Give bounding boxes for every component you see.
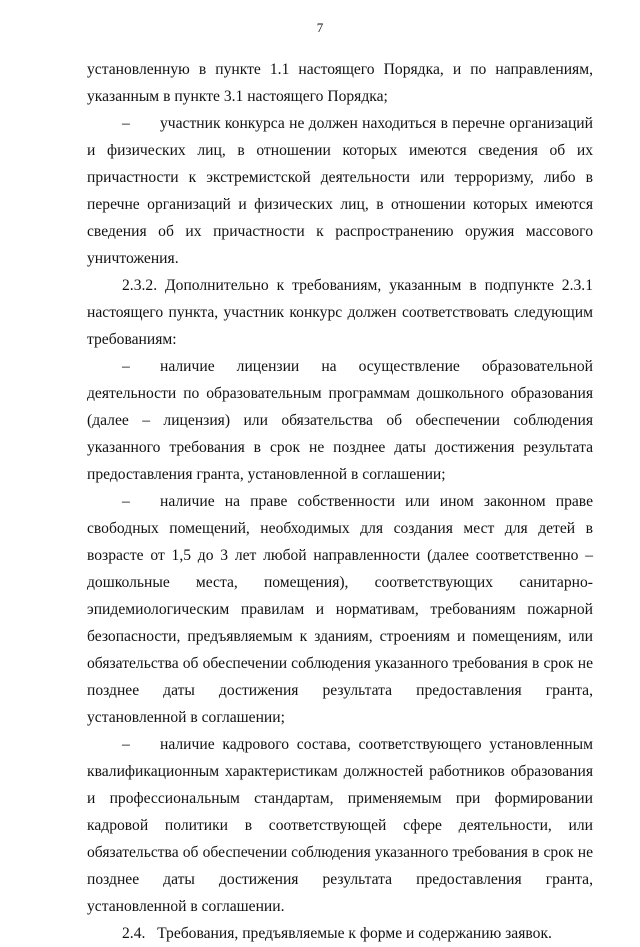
paragraph: установленную в пункте 1.1 настоящего Порядка, и по направлениям, указанным в пункте 3.1 настоящего Порядка; xyxy=(87,61,593,105)
paragraph: 2.3.2. Дополнительно к требованиям, указанным в подпункте 2.3.1 настоящего пункта, участник конкурс должен соответствовать следующим требованиям: xyxy=(87,277,593,348)
page-number: 7 xyxy=(316,20,324,35)
bullet-paragraph xyxy=(87,488,593,731)
paragraph-text: наличие лицензии на осуществление образовательной деятельности по образовательным программам дошкольного образования (далее – лицензия) или обязательства об обеспечении соблюдения указанного требования в срок не позднее даты достижения результата предоставления гранта, установленной в соглашении; xyxy=(87,358,593,483)
paragraph-text: участник конкурса не должен находиться в перечне организаций и физических лиц, в отношении которых имеются сведения об их причастности к экстремистской деятельности или терроризму, либо в перечне организаций и физических лиц, в отношении которых имеются сведения об их причастности к распространению оружия массового уничтожения. xyxy=(87,115,593,267)
dash-marker: – xyxy=(122,736,130,753)
dash-marker: – xyxy=(122,358,130,375)
paragraph-text: наличие кадрового состава, соответствующего установленным квалификационным характеристикам должностей работников образования и профессиональным стандартам, применяемым при формировании кадровой политики в соответствующей сфере деятельности, или обязательства об обеспечении соблюдения указанного требования в срок не позднее даты достижения результата предоставления гранта, установленной в соглашении. xyxy=(87,736,593,915)
dash-marker: – xyxy=(122,493,130,510)
dash-marker: – xyxy=(122,115,130,132)
bullet-paragraph xyxy=(87,353,593,488)
bullet-paragraph xyxy=(87,731,593,920)
section-heading: 2.4. Требования, предъявляемые к форме и содержанию заявок. xyxy=(122,925,552,942)
bullet-paragraph xyxy=(87,110,593,272)
paragraph-text: наличие на праве собственности или ином законном праве свободных помещений, необходимых для создания мест для детей в возрасте от 1,5 до 3 лет любой направленности (далее соответственно – дошкольные места, помещения), соответствующих санитарно-эпидемиологическим правилам и нормативам, требованиям пожарной безопасности, предъявляемым к зданиям, строениям и помещениям, или обязательства об обеспечении соблюдения указанного требования в срок не позднее даты достижения результата предоставления гранта, установленной в соглашении; xyxy=(87,493,593,726)
document-body xyxy=(87,56,593,947)
